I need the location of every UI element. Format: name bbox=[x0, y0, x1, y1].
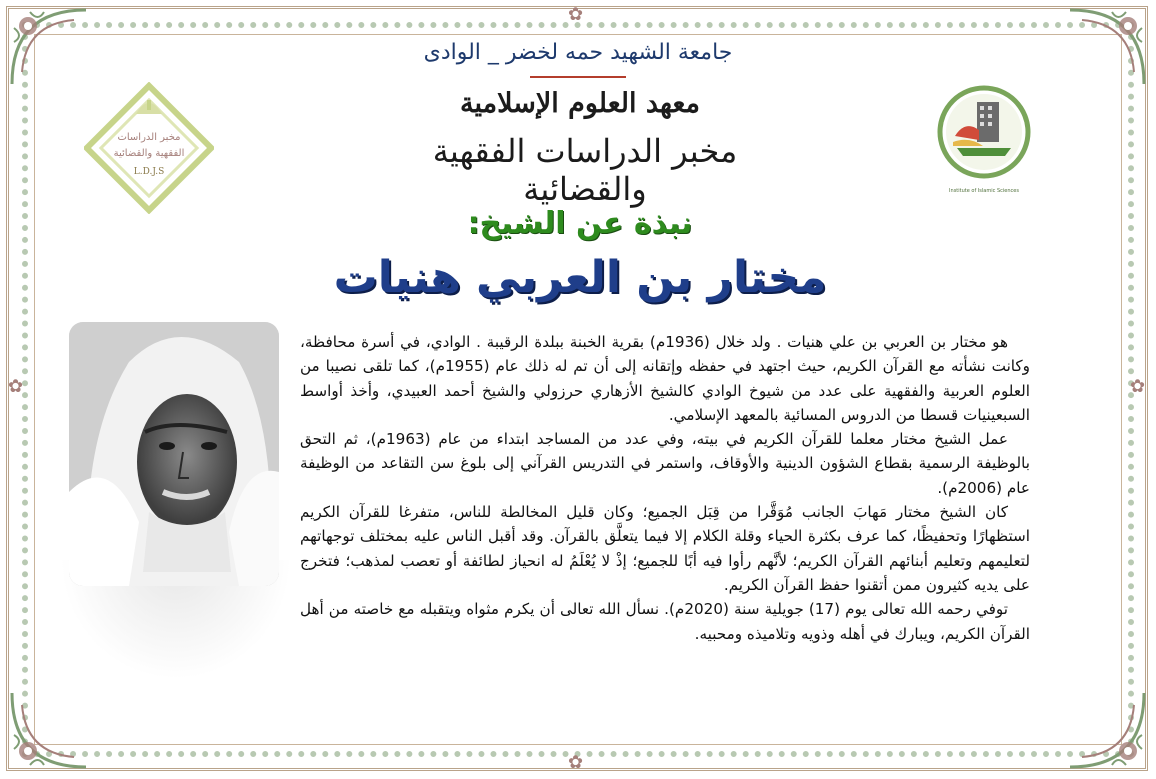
edge-flower-icon: ✿ bbox=[1130, 376, 1146, 397]
university-logo bbox=[935, 80, 1033, 204]
biography-paragraph: هو مختار بن العربي بن علي هنيات . ولد خلال (1936م) بقرية الخبنة ببلدة الرقيبة . الوادي، في أسرة محافظة، وكانت نشأته مع القرآن الكريم، حيث اجتهد في حفظه وإتقانه إلى أن تم له ذلك عام (1955م)، كما تلقى نصيبا من العلوم العربية والفقهية على عدد من شيوخ الوادي كالشيخ الأزهاري حرزولي والشيخ أحمد العبيدي، وأخذ أواسط السبعينيات قسطا من الدروس المسائية بالمعهد الإسلامي. bbox=[300, 333, 1030, 424]
sheikh-portrait bbox=[69, 322, 279, 586]
edge-flower-icon: ✿ bbox=[568, 752, 584, 773]
svg-text:L.D.J.S: L.D.J.S bbox=[133, 167, 165, 177]
sheikh-name-title: مختار بن العربي هنيات bbox=[333, 252, 827, 303]
edge-flower-icon: ✿ bbox=[8, 376, 24, 397]
biography-paragraph: توفي رحمه الله تعالى يوم (17) جويلية سنة (2020م). نسأل الله تعالى أن يكرم مثواه ويتقبله مع خاصته من أهل القرآن الكريم، ويبارك في أهله وذويه وتلاميذه ومحبيه. bbox=[300, 600, 1030, 643]
corner-ornament-icon bbox=[4, 685, 94, 775]
biography-paragraph: كان الشيخ مختار مَهابَ الجانب مُوَقَّرا من قِبَل الجميع؛ وكان قليل المخالطة للناس، متفرغا للقرآن الكريم استظهارًا وتحفيظًا، كما عرف بكثرة الحياء وقلة الكلام إلا فيما يتعلَّق بالقرآن. وقد أقبل الناس عليه بمختلف توجهاتهم لتعليمهم وتعليم أبنائهم القرآن الكريم؛ لأنَّهم رأوا فيه أبًا للجميع؛ إذْ لا يُعْلَمُ له انحياز لطائفة أو تعصب لمذهب؛ فتخرج على يديه كثيرون ممن أتقنوا حفظ القرآن الكريم. bbox=[300, 503, 1030, 594]
laboratory-logo bbox=[84, 82, 214, 214]
svg-text:Institute of Islamic Sciences: Institute of Islamic Sciences bbox=[949, 188, 1019, 194]
svg-text:الفقهية والقضائية: الفقهية والقضائية bbox=[113, 148, 185, 159]
about-sheikh-label: نبذة عن الشيخ: bbox=[467, 206, 693, 241]
svg-text:مخبر الدراسات: مخبر الدراسات bbox=[117, 132, 181, 143]
university-name: جامعة الشهيد حمه لخضر _ الوادى bbox=[423, 40, 733, 65]
header-divider bbox=[530, 76, 626, 78]
biography-text bbox=[300, 330, 1030, 646]
edge-flower-icon: ✿ bbox=[568, 4, 584, 25]
laboratory-name: مخبر الدراسات الفقهية والقضائية bbox=[432, 132, 738, 208]
institute-name: معهد العلوم الإسلامية bbox=[460, 88, 700, 119]
biography-paragraph: عمل الشيخ مختار معلما للقرآن الكريم في بيته، وفي عدد من المساجد ابتداء من عام (1963م)، ثم التحق بالوظيفة الرسمية بقطاع الشؤون الدينية والأوقاف، واستمر في التدريس القرآني إلى بلوغ سن التقاعد من الوظيفة عام (2006م). bbox=[300, 430, 1030, 497]
corner-ornament-icon bbox=[1062, 685, 1152, 775]
